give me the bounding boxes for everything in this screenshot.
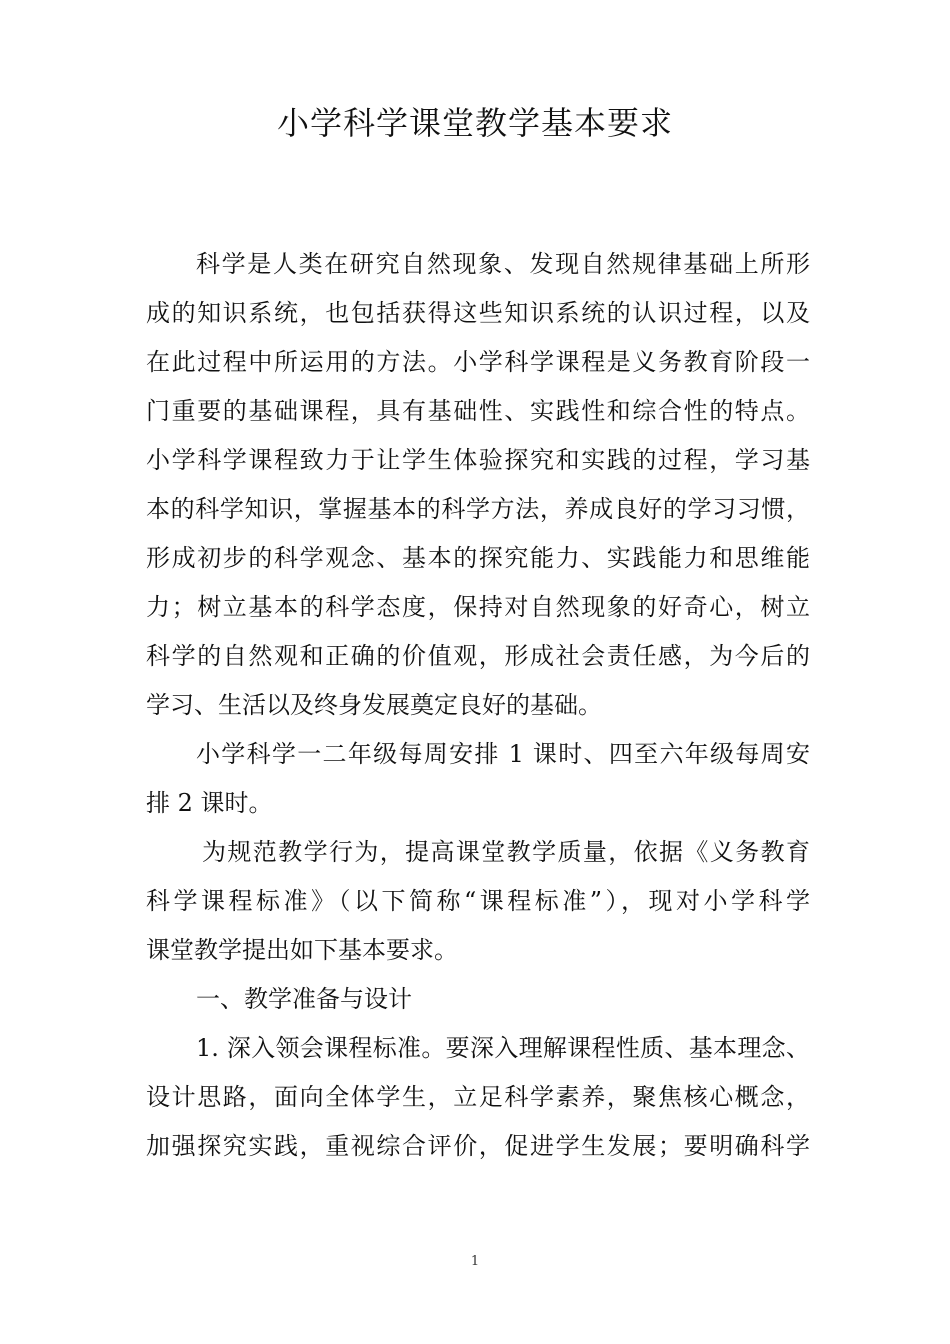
paragraph-line: 为规范教学行为，提高课堂教学质量，依据《义务教育 <box>202 838 810 866</box>
paragraph-line: 力；树立基本的科学态度，保持对自然现象的好奇心，树立 <box>146 593 810 621</box>
paragraph-line: 设计思路，面向全体学生，立足科学素养，聚焦核心概念， <box>146 1083 810 1111</box>
paragraph-line: 形成初步的科学观念、基本的探究能力、实践能力和思维能 <box>146 544 810 572</box>
paragraph-line: 门重要的基础课程，具有基础性、实践性和综合性的特点。 <box>146 397 810 425</box>
paragraph-line: 科学是人类在研究自然现象、发现自然规律基础上所形 <box>196 250 810 278</box>
paragraph-line: 学习、生活以及终身发展奠定良好的基础。 <box>146 691 602 719</box>
paragraph-line: 科学课程标准》（以下简称“课程标准”），现对小学科学 <box>146 887 810 915</box>
section-heading: 一、教学准备与设计 <box>196 985 412 1013</box>
document-body <box>146 240 810 1171</box>
paragraph-line: 本的科学知识，掌握基本的科学方法，养成良好的学习习惯， <box>146 495 810 523</box>
paragraph-line: 科学的自然观和正确的价值观，形成社会责任感，为今后的 <box>146 642 810 670</box>
paragraph-line: 课堂教学提出如下基本要求。 <box>146 936 458 964</box>
paragraph-line: 在此过程中所运用的方法。小学科学课程是义务教育阶段一 <box>146 348 810 376</box>
paragraph-line: 成的知识系统，也包括获得这些知识系统的认识过程，以及 <box>146 299 810 327</box>
paragraph-line: 小学科学课程致力于让学生体验探究和实践的过程，学习基 <box>146 446 810 474</box>
page-number: 1 <box>470 1254 480 1269</box>
paragraph-line: 加强探究实践，重视综合评价，促进学生发展；要明确科学 <box>146 1132 810 1160</box>
paragraph-line: 排 2 课时。 <box>146 789 273 817</box>
paragraph-line: 小学科学一二年级每周安排 1 课时、四至六年级每周安 <box>196 740 810 768</box>
paragraph-line: 1. 深入领会课程标准。要深入理解课程性质、基本理念、 <box>196 1034 810 1062</box>
document-title: 小学科学课堂教学基本要求 <box>276 104 673 142</box>
